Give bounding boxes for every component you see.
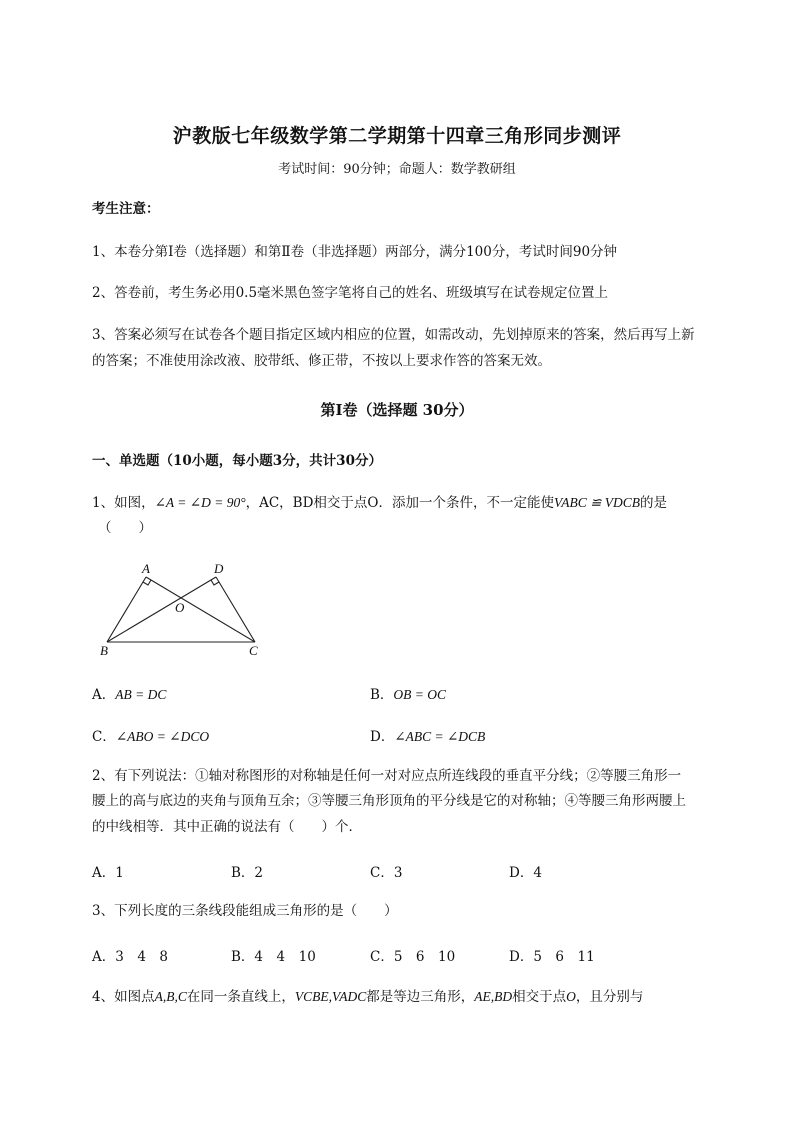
option-text: 1 (115, 865, 124, 881)
q4-suffix: ，且分别与 (575, 989, 644, 1005)
q2-option-d[interactable] (509, 861, 542, 881)
option-text: 5 6 10 (393, 949, 456, 965)
q1-option-b[interactable] (370, 683, 446, 703)
option-label: C． (92, 729, 116, 745)
option-text: AB = DC (115, 687, 167, 702)
option-label: D． (509, 949, 534, 965)
notice-item-3: 3、答案必须写在试卷各个题目指定区域内相应的位置，如需改动，先划掉原来的答案，然后再写上新 (92, 327, 695, 343)
q1-mid: ，AC，BD相交于点O．添加一个条件，不一定能使 (245, 495, 554, 511)
option-label: A． (92, 865, 116, 881)
notice-item-3-cont: 的答案；不准使用涂改液、胶带纸、修正带，不按以上要求作答的答案无效。 (92, 353, 551, 369)
q4-point: O (566, 989, 576, 1004)
q4-mid1: 在同一条直线上， (186, 989, 295, 1005)
option-label: B． (370, 687, 394, 703)
q3-option-b[interactable] (231, 945, 316, 965)
option-label: B． (231, 865, 255, 881)
q4-triangles: VCBE,VADC (294, 989, 367, 1004)
q1-target: VABC ≌ VDCB (553, 495, 641, 510)
q1-suffix: 的是 (640, 495, 668, 511)
q2-option-b[interactable] (231, 861, 263, 881)
option-text: 3 (393, 865, 403, 881)
label-c: C (249, 643, 258, 658)
option-label: B． (231, 949, 255, 965)
option-text: 3 4 8 (115, 949, 169, 965)
question-2-line-3: 的中线相等．其中正确的说法有（ ）个． (92, 819, 362, 835)
label-d: D (214, 561, 224, 576)
option-label: C． (370, 865, 394, 881)
segment-dc (216, 577, 255, 642)
q1-prefix: 1、如图， (92, 495, 155, 511)
question-1-stem (92, 491, 667, 515)
notice-item-2: 2、答卷前，考生务必用0.5毫米黑色签字笔将自己的姓名、班级填写在试卷规定位置上 (92, 285, 609, 301)
option-text: ∠ABC = ∠DCB (394, 729, 486, 744)
option-label: D． (370, 729, 395, 745)
question-2-line-2: 腰上的高与底边的夹角与顶角互余；③等腰三角形顶角的平分线是它的对称轴；④等腰三角形两腰上 (92, 793, 686, 809)
notice-heading: 考生注意： (92, 201, 160, 217)
label-a: A (142, 561, 150, 576)
q1-option-a[interactable] (92, 683, 166, 703)
option-label: C． (370, 949, 394, 965)
option-label: D． (509, 865, 534, 881)
q4-prefix: 4、如图点 (92, 989, 155, 1005)
part-title: 一、单选题（10小题，每小题3分，共计30分） (92, 453, 382, 469)
option-label: A． (92, 687, 116, 703)
option-text: 4 4 10 (254, 949, 316, 965)
option-text: 4 (533, 865, 542, 881)
q4-points: A,B,C (154, 989, 187, 1004)
q1-option-d[interactable] (370, 725, 485, 745)
q3-option-c[interactable] (370, 945, 455, 965)
question-4-stem (92, 985, 643, 1009)
question-3-stem: 3、下列长度的三条线段能组成三角形的是（ ） (92, 903, 398, 919)
option-text: 2 (254, 865, 264, 881)
label-b: B (100, 643, 108, 658)
q2-option-c[interactable] (370, 861, 402, 881)
notice-item-1: 1、本卷分第I卷（选择题）和第Ⅱ卷（非选择题）两部分，满分100分，考试时间90分钟 (92, 244, 618, 260)
label-o: O (175, 600, 185, 615)
option-text: 5 6 11 (533, 949, 595, 965)
q4-lines: AE,BD (474, 989, 513, 1004)
q3-option-a[interactable] (92, 945, 168, 965)
q1-answer-paren: （ ） (98, 520, 152, 536)
q1-figure (90, 556, 280, 662)
section-title: 第I卷（选择题 30分） (320, 401, 474, 419)
exam-info: 考试时间：90分钟；命题人：数学教研组 (278, 162, 516, 177)
q1-option-c[interactable] (92, 725, 209, 745)
question-2-line-1: 2、有下列说法：①轴对称图形的对称轴是任何一对对应点所连线段的垂直平分线；②等腰三角形一 (92, 768, 682, 784)
q4-mid2: 都是等边三角形， (366, 989, 475, 1005)
q1-given: ∠A = ∠D = 90° (154, 495, 246, 510)
q3-option-d[interactable] (509, 945, 595, 965)
page-title: 沪教版七年级数学第二学期第十四章三角形同步测评 (172, 125, 622, 147)
option-text: OB = OC (393, 687, 447, 702)
option-label: A． (92, 949, 116, 965)
q4-mid3: 相交于点 (512, 989, 567, 1005)
segment-ab (107, 577, 146, 642)
option-text: ∠ABO = ∠DCO (115, 729, 210, 744)
q2-option-a[interactable] (92, 861, 124, 881)
